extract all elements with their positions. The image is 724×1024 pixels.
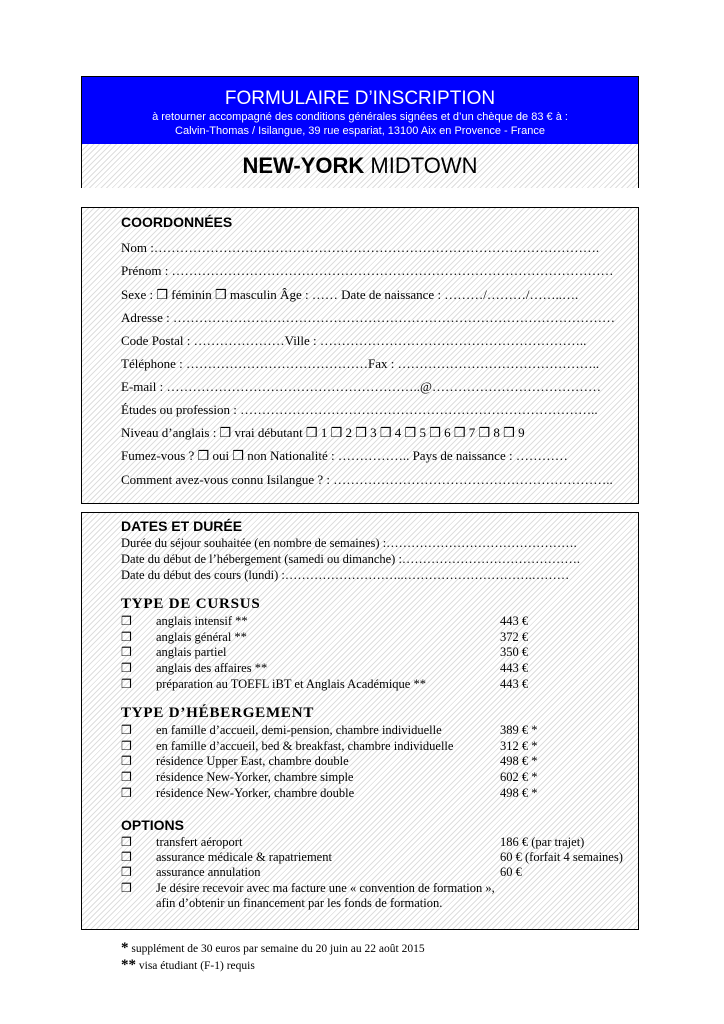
- form-subtitle-line1: à retourner accompagné des conditions générales signées et d’un chèque de 83 € à :: [152, 111, 568, 123]
- city-title-bold: NEW-YORK: [242, 153, 365, 178]
- coordonnees-title: COORDONNÉES: [121, 214, 233, 230]
- checkbox[interactable]: ❒: [121, 677, 132, 691]
- hebergement-label: résidence New-Yorker, chambre simple: [156, 770, 354, 784]
- field-debut-hebergement[interactable]: Date du début de l’hébergement (samedi ou dimanche) :…………………………………….: [121, 552, 581, 566]
- option-label: transfert aéroport: [156, 835, 243, 849]
- option-price: 60 € (forfait 4 semaines): [500, 850, 623, 864]
- field-connu-isilangue[interactable]: Comment avez-vous connu Isilangue ? : ………………………………………………………..: [121, 472, 613, 487]
- option-price: 186 € (par trajet): [500, 835, 585, 849]
- footnote-1-star: *: [121, 940, 129, 956]
- option-label: Je désire recevoir avec ma facture une « convention de formation »,: [156, 881, 495, 895]
- checkbox[interactable]: ❒: [121, 786, 132, 800]
- field-adresse[interactable]: Adresse : …………………………………………………………………………………………: [121, 310, 615, 325]
- cursus-label: anglais partiel: [156, 645, 227, 659]
- checkbox[interactable]: ❒: [121, 645, 132, 659]
- hebergement-label: en famille d’accueil, demi-pension, chambre individuelle: [156, 723, 442, 737]
- checkbox[interactable]: ❒: [121, 723, 132, 737]
- field-nom[interactable]: Nom :………………………………………………………………………………………….: [121, 240, 600, 255]
- form-title: FORMULAIRE D’INSCRIPTION: [224, 88, 496, 109]
- checkbox[interactable]: ❒: [121, 881, 132, 895]
- checkbox[interactable]: ❒: [121, 630, 132, 644]
- footnote-2-star: **: [121, 957, 136, 973]
- coordonnees-section: [81, 207, 639, 504]
- options-title: OPTIONS: [121, 817, 185, 833]
- option-label: assurance annulation: [156, 865, 261, 879]
- field-etudes-profession[interactable]: Études ou profession : ………………………………………………………………………..: [121, 402, 598, 417]
- hebergement-label: résidence Upper East, chambre double: [156, 754, 349, 768]
- field-fumeur-nationalite-pays[interactable]: Fumez-vous ? ❒ oui ❒ non Nationalité : …………….. Pays de naissance : …………: [121, 448, 568, 463]
- city-title-rest: MIDTOWN: [364, 153, 478, 178]
- header-banner: [82, 77, 638, 144]
- option-label: assurance médicale & rapatriement: [156, 850, 332, 864]
- hebergement-label: en famille d’accueil, bed & breakfast, chambre individuelle: [156, 739, 454, 753]
- field-telephone-fax[interactable]: Téléphone : ……………………………………Fax : ………………………………………..: [121, 356, 600, 371]
- checkbox[interactable]: ❒: [121, 661, 132, 675]
- hebergement-title: TYPE D’HÉBERGEMENT: [121, 705, 315, 721]
- cursus-label: anglais des affaires **: [156, 661, 268, 675]
- checkbox[interactable]: ❒: [121, 614, 132, 628]
- hebergement-label: résidence New-Yorker, chambre double: [156, 786, 355, 800]
- city-title: [82, 144, 638, 188]
- footnote-1-text: supplément de 30 euros par semaine du 20 juin au 22 août 2015: [128, 943, 425, 955]
- field-duree-sejour[interactable]: Durée du séjour souhaitée (en nombre de semaines) :……………………………………….: [121, 536, 577, 550]
- field-debut-cours[interactable]: Date du début des cours (lundi) :………………………..………………………….………: [121, 568, 570, 582]
- checkbox[interactable]: ❒: [121, 754, 132, 768]
- dates-title: DATES ET DURÉE: [121, 518, 243, 534]
- field-sexe-age-naissance[interactable]: Sexe : ❒ féminin ❒ masculin Âge : …… Date de naissance : ………/………/……..….: [121, 287, 579, 302]
- form-subtitle-line2: Calvin-Thomas / Isilangue, 39 rue espariat, 13100 Aix en Provence - France: [175, 125, 545, 137]
- cursus-label: anglais général **: [156, 630, 247, 644]
- hebergement-price: 498 € *: [500, 786, 538, 800]
- cursus-price: 443 €: [500, 677, 529, 691]
- cursus-title: TYPE DE CURSUS: [121, 596, 261, 612]
- checkbox[interactable]: ❒: [121, 739, 132, 753]
- cursus-price: 350 €: [500, 645, 529, 659]
- hebergement-price: 602 € *: [500, 770, 538, 784]
- dates-section: [81, 512, 639, 930]
- cursus-label: préparation au TOEFL iBT et Anglais Académique **: [156, 677, 426, 691]
- hebergement-price: 312 € *: [500, 739, 538, 753]
- hebergement-price: 498 € *: [500, 754, 538, 768]
- hebergement-price: 389 € *: [500, 723, 538, 737]
- footnote-1: [121, 940, 425, 957]
- footnote-2: [121, 957, 255, 974]
- cursus-price: 443 €: [500, 661, 529, 675]
- option-price: 60 €: [500, 865, 522, 879]
- option-continuation: afin d’obtenir un financement par les fonds de formation.: [156, 896, 443, 910]
- checkbox[interactable]: ❒: [121, 770, 132, 784]
- field-code-postal-ville[interactable]: Code Postal : …………………Ville : ……………………………………………………..: [121, 333, 587, 348]
- checkbox[interactable]: ❒: [121, 865, 132, 879]
- field-email[interactable]: E-mail : …………………………………………………..@…………………………………: [121, 379, 601, 394]
- cursus-label: anglais intensif **: [156, 614, 248, 628]
- cursus-price: 372 €: [500, 630, 529, 644]
- checkbox[interactable]: ❒: [121, 835, 132, 849]
- form-header: [81, 76, 639, 188]
- checkbox[interactable]: ❒: [121, 850, 132, 864]
- footnote-2-text: visa étudiant (F-1) requis: [136, 960, 255, 972]
- cursus-price: 443 €: [500, 614, 529, 628]
- field-prenom[interactable]: Prénom : …………………………………………………………………………………………: [121, 263, 614, 278]
- field-niveau-anglais[interactable]: Niveau d’anglais : ❒ vrai débutant ❒ 1 ❒ 2 ❒ 3 ❒ 4 ❒ 5 ❒ 6 ❒ 7 ❒ 8 ❒ 9: [121, 425, 525, 440]
